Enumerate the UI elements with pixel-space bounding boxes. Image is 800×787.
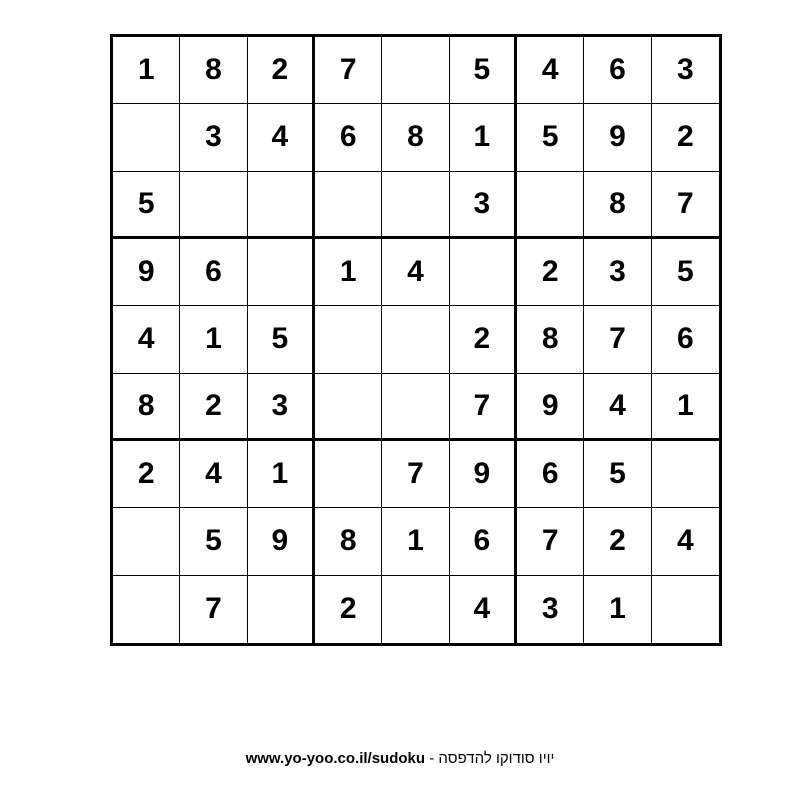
sudoku-board	[110, 34, 722, 646]
sudoku-cell-r6-c1: 8	[113, 374, 180, 441]
sudoku-cell-r6-c3: 3	[248, 374, 315, 441]
sudoku-cell-r3-c9: 7	[652, 172, 719, 239]
sudoku-cell-r3-c1: 5	[113, 172, 180, 239]
sudoku-cell-r1-c9: 3	[652, 37, 719, 104]
sudoku-cell-r1-c1: 1	[113, 37, 180, 104]
footer-url[interactable]: www.yo-yoo.co.il/sudoku	[245, 750, 426, 767]
sudoku-cell-r2-c9: 2	[652, 104, 719, 171]
sudoku-cell-r9-c4: 2	[315, 576, 382, 643]
sudoku-cell-r1-c3: 2	[248, 37, 315, 104]
site-footer	[0, 750, 800, 767]
sudoku-cell-r7-c1: 2	[113, 441, 180, 508]
sudoku-cell-r7-c6: 9	[450, 441, 517, 508]
sudoku-cell-r5-c7: 8	[517, 306, 584, 373]
sudoku-cell-r9-c8: 1	[584, 576, 651, 643]
sudoku-cell-r3-c6: 3	[450, 172, 517, 239]
sudoku-cell-r4-c1: 9	[113, 239, 180, 306]
sudoku-cell-r3-c5[interactable]	[382, 172, 449, 239]
sudoku-cell-r3-c7[interactable]	[517, 172, 584, 239]
sudoku-cell-r7-c8: 5	[584, 441, 651, 508]
sudoku-cell-r9-c2: 7	[180, 576, 247, 643]
sudoku-cell-r5-c1: 4	[113, 306, 180, 373]
sudoku-cell-r7-c4[interactable]	[315, 441, 382, 508]
sudoku-cell-r2-c7: 5	[517, 104, 584, 171]
sudoku-cell-r8-c2: 5	[180, 508, 247, 575]
sudoku-cell-r4-c6[interactable]	[450, 239, 517, 306]
sudoku-cell-r1-c6: 5	[450, 37, 517, 104]
sudoku-cell-r8-c4: 8	[315, 508, 382, 575]
sudoku-cell-r4-c2: 6	[180, 239, 247, 306]
sudoku-cell-r2-c5: 8	[382, 104, 449, 171]
sudoku-cell-r2-c1[interactable]	[113, 104, 180, 171]
sudoku-cell-r5-c3: 5	[248, 306, 315, 373]
footer-separator: -	[425, 750, 439, 767]
sudoku-cell-r6-c9: 1	[652, 374, 719, 441]
sudoku-cell-r9-c9[interactable]	[652, 576, 719, 643]
sudoku-cell-r4-c7: 2	[517, 239, 584, 306]
sudoku-cell-r5-c6: 2	[450, 306, 517, 373]
sudoku-cell-r1-c8: 6	[584, 37, 651, 104]
sudoku-cell-r5-c9: 6	[652, 306, 719, 373]
sudoku-cell-r6-c2: 2	[180, 374, 247, 441]
sudoku-cell-r4-c5: 4	[382, 239, 449, 306]
sudoku-cell-r9-c3[interactable]	[248, 576, 315, 643]
sudoku-cell-r2-c3: 4	[248, 104, 315, 171]
sudoku-cell-r7-c7: 6	[517, 441, 584, 508]
sudoku-cell-r3-c8: 8	[584, 172, 651, 239]
sudoku-cell-r8-c5: 1	[382, 508, 449, 575]
sudoku-cell-r3-c2[interactable]	[180, 172, 247, 239]
sudoku-cell-r4-c3[interactable]	[248, 239, 315, 306]
sudoku-cell-r8-c3: 9	[248, 508, 315, 575]
sudoku-cell-r2-c2: 3	[180, 104, 247, 171]
sudoku-cell-r7-c5: 7	[382, 441, 449, 508]
sudoku-cell-r8-c6: 6	[450, 508, 517, 575]
sudoku-cell-r1-c7: 4	[517, 37, 584, 104]
sudoku-cell-r9-c5[interactable]	[382, 576, 449, 643]
sudoku-cell-r5-c4[interactable]	[315, 306, 382, 373]
sudoku-cell-r8-c7: 7	[517, 508, 584, 575]
sudoku-cell-r1-c4: 7	[315, 37, 382, 104]
footer-caption: יויו סודוקו להדפסה	[438, 750, 555, 767]
sudoku-cell-r7-c3: 1	[248, 441, 315, 508]
sudoku-cell-r7-c9[interactable]	[652, 441, 719, 508]
sudoku-cell-r2-c4: 6	[315, 104, 382, 171]
sudoku-cell-r6-c8: 4	[584, 374, 651, 441]
sudoku-cell-r5-c5[interactable]	[382, 306, 449, 373]
sudoku-cell-r2-c8: 9	[584, 104, 651, 171]
sudoku-cell-r4-c8: 3	[584, 239, 651, 306]
sudoku-cell-r8-c8: 2	[584, 508, 651, 575]
sudoku-cell-r6-c7: 9	[517, 374, 584, 441]
sudoku-cell-r5-c8: 7	[584, 306, 651, 373]
sudoku-cell-r1-c2: 8	[180, 37, 247, 104]
sudoku-cell-r3-c3[interactable]	[248, 172, 315, 239]
sudoku-cell-r8-c1[interactable]	[113, 508, 180, 575]
sudoku-cell-r4-c4: 1	[315, 239, 382, 306]
sudoku-cell-r9-c1[interactable]	[113, 576, 180, 643]
sudoku-cell-r2-c6: 1	[450, 104, 517, 171]
sudoku-cell-r3-c4[interactable]	[315, 172, 382, 239]
sudoku-cell-r1-c5[interactable]	[382, 37, 449, 104]
sudoku-cell-r6-c6: 7	[450, 374, 517, 441]
sudoku-cell-r8-c9: 4	[652, 508, 719, 575]
sudoku-cell-r7-c2: 4	[180, 441, 247, 508]
sudoku-cell-r6-c5[interactable]	[382, 374, 449, 441]
sudoku-cell-r5-c2: 1	[180, 306, 247, 373]
sudoku-cell-r4-c9: 5	[652, 239, 719, 306]
sudoku-cell-r6-c4[interactable]	[315, 374, 382, 441]
sudoku-cell-r9-c6: 4	[450, 576, 517, 643]
sudoku-cell-r9-c7: 3	[517, 576, 584, 643]
